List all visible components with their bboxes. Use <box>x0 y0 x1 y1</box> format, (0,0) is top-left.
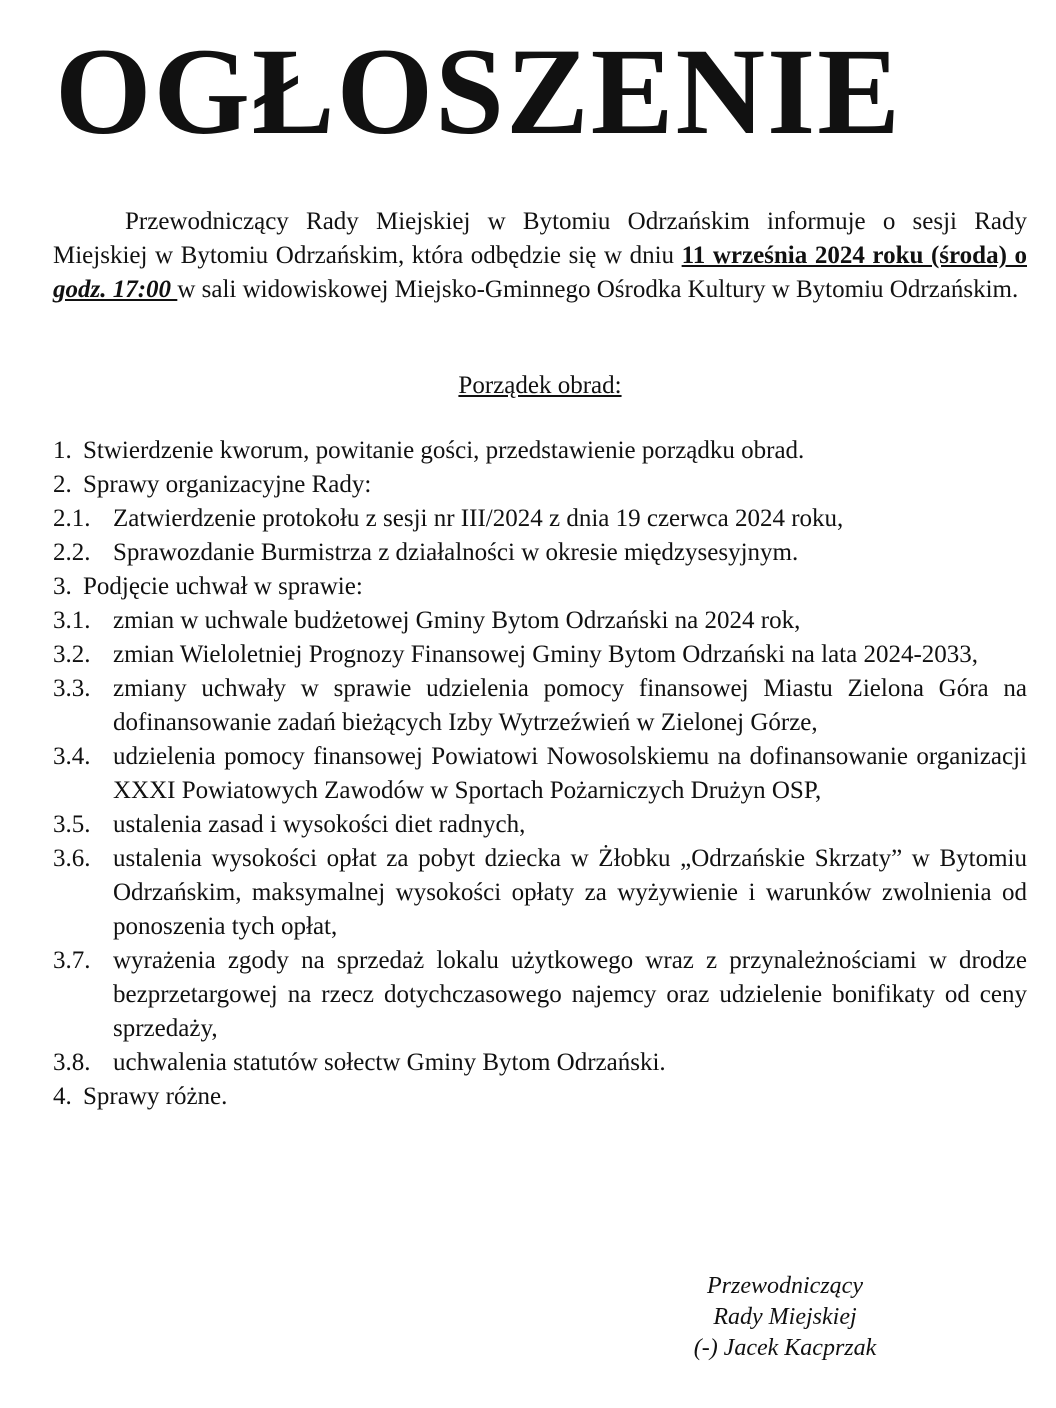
agenda-item-number: 1. <box>53 437 72 464</box>
agenda-item-text: udzielenia pomocy finansowej Powiatowi Nowosolskiemu na dofinansowanie organizacji XXXI Powiatowych Zawodów w Sportach Pożarniczych Drużyn OSP, <box>113 743 1027 804</box>
agenda-subitem <box>53 740 1027 808</box>
agenda-item-text: Sprawy różne. <box>83 1083 228 1110</box>
agenda-item-text: wyrażenia zgody na sprzedaż lokalu użytkowego wraz z przynależnościami w drodze bezprzetargowej na rzecz dotychczasowego najemcy oraz udzielenie bonifikaty od ceny sprzedaży, <box>113 947 1027 1042</box>
agenda-subitem <box>53 808 1027 842</box>
agenda-item-number: 3.3. <box>53 675 91 702</box>
signature-name: (-) Jacek Kacprzak <box>693 1335 877 1361</box>
agenda-item <box>53 1080 1027 1114</box>
agenda-subitem <box>53 536 1027 570</box>
agenda-item-text: ustalenia zasad i wysokości diet radnych, <box>113 811 526 838</box>
signature-block <box>640 1271 930 1364</box>
agenda-subitem <box>53 502 1027 536</box>
agenda-item-number: 3.5. <box>53 811 91 838</box>
agenda-item-text: Stwierdzenie kworum, powitanie gości, przedstawienie porządku obrad. <box>83 437 805 464</box>
agenda-subitem <box>53 672 1027 740</box>
agenda-item <box>53 434 1027 468</box>
agenda-item-number: 3.4. <box>53 743 91 770</box>
agenda-item-number: 2. <box>53 471 72 498</box>
agenda-item-number: 2.2. <box>53 539 91 566</box>
intro-paragraph <box>53 205 1027 307</box>
agenda-item-number: 3. <box>53 573 72 600</box>
agenda-subitem <box>53 638 1027 672</box>
agenda-item-text: Sprawy organizacyjne Rady: <box>83 471 372 498</box>
agenda-item-text: Podjęcie uchwał w sprawie: <box>83 573 363 600</box>
agenda-item-number: 3.6. <box>53 845 91 872</box>
agenda-subitem <box>53 604 1027 638</box>
agenda-item-text: zmian w uchwale budżetowej Gminy Bytom Odrzański na 2024 rok, <box>113 607 801 634</box>
agenda-item-number: 4. <box>53 1083 72 1110</box>
session-date: 11 września 2024 roku (środa) o <box>681 242 1027 269</box>
agenda-item-number: 2.1. <box>53 505 91 532</box>
intro-text-before: Przewodniczący Rady Miejskiej w Bytomiu Odrzańskim informuje o sesji Rady Miejskiej w Bytomiu Odrzańskim, która odbędzie się w dniu <box>53 208 1027 269</box>
agenda-subitem <box>53 842 1027 944</box>
agenda-subitem <box>53 1046 1027 1080</box>
agenda-item-text: uchwalenia statutów sołectw Gminy Bytom Odrzański. <box>113 1049 666 1076</box>
announcement-title: OGŁOSZENIE <box>55 23 902 160</box>
agenda-item <box>53 570 1027 604</box>
agenda-item <box>53 468 1027 502</box>
agenda-item-number: 3.2. <box>53 641 91 668</box>
agenda-item-number: 3.1. <box>53 607 91 634</box>
agenda-item-text: zmiany uchwały w sprawie udzielenia pomocy finansowej Miastu Zielona Góra na dofinansowanie zadań bieżących Izby Wytrzeźwień w Zielonej Górze, <box>113 675 1027 736</box>
intro-text-after: w sali widowiskowej Miejsko-Gminnego Ośrodka Kultury w Bytomiu Odrzańskim. <box>177 276 1019 303</box>
signature-position: Przewodniczący <box>707 1273 863 1299</box>
agenda-subitem <box>53 944 1027 1046</box>
agenda-item-text: Zatwierdzenie protokołu z sesji nr III/2024 z dnia 19 czerwca 2024 roku, <box>113 505 844 532</box>
agenda-list <box>53 434 1027 1114</box>
agenda-item-number: 3.7. <box>53 947 91 974</box>
agenda-item-number: 3.8. <box>53 1049 91 1076</box>
session-time: godz. 17:00 <box>53 276 178 303</box>
agenda-item-text: ustalenia wysokości opłat za pobyt dziecka w Żłobku „Odrzańskie Skrzaty” w Bytomiu Odrzańskim, maksymalnej wysokości opłaty za wyżywienie i warunków zwolnienia od ponoszenia tych opłat, <box>113 845 1027 940</box>
signature-body: Rady Miejskiej <box>713 1304 857 1330</box>
agenda-heading: Porządek obrad: <box>458 372 622 399</box>
agenda-item-text: Sprawozdanie Burmistrza z działalności w okresie międzysesyjnym. <box>113 539 799 566</box>
agenda-item-text: zmian Wieloletniej Prognozy Finansowej Gminy Bytom Odrzański na lata 2024-2033, <box>113 641 979 668</box>
